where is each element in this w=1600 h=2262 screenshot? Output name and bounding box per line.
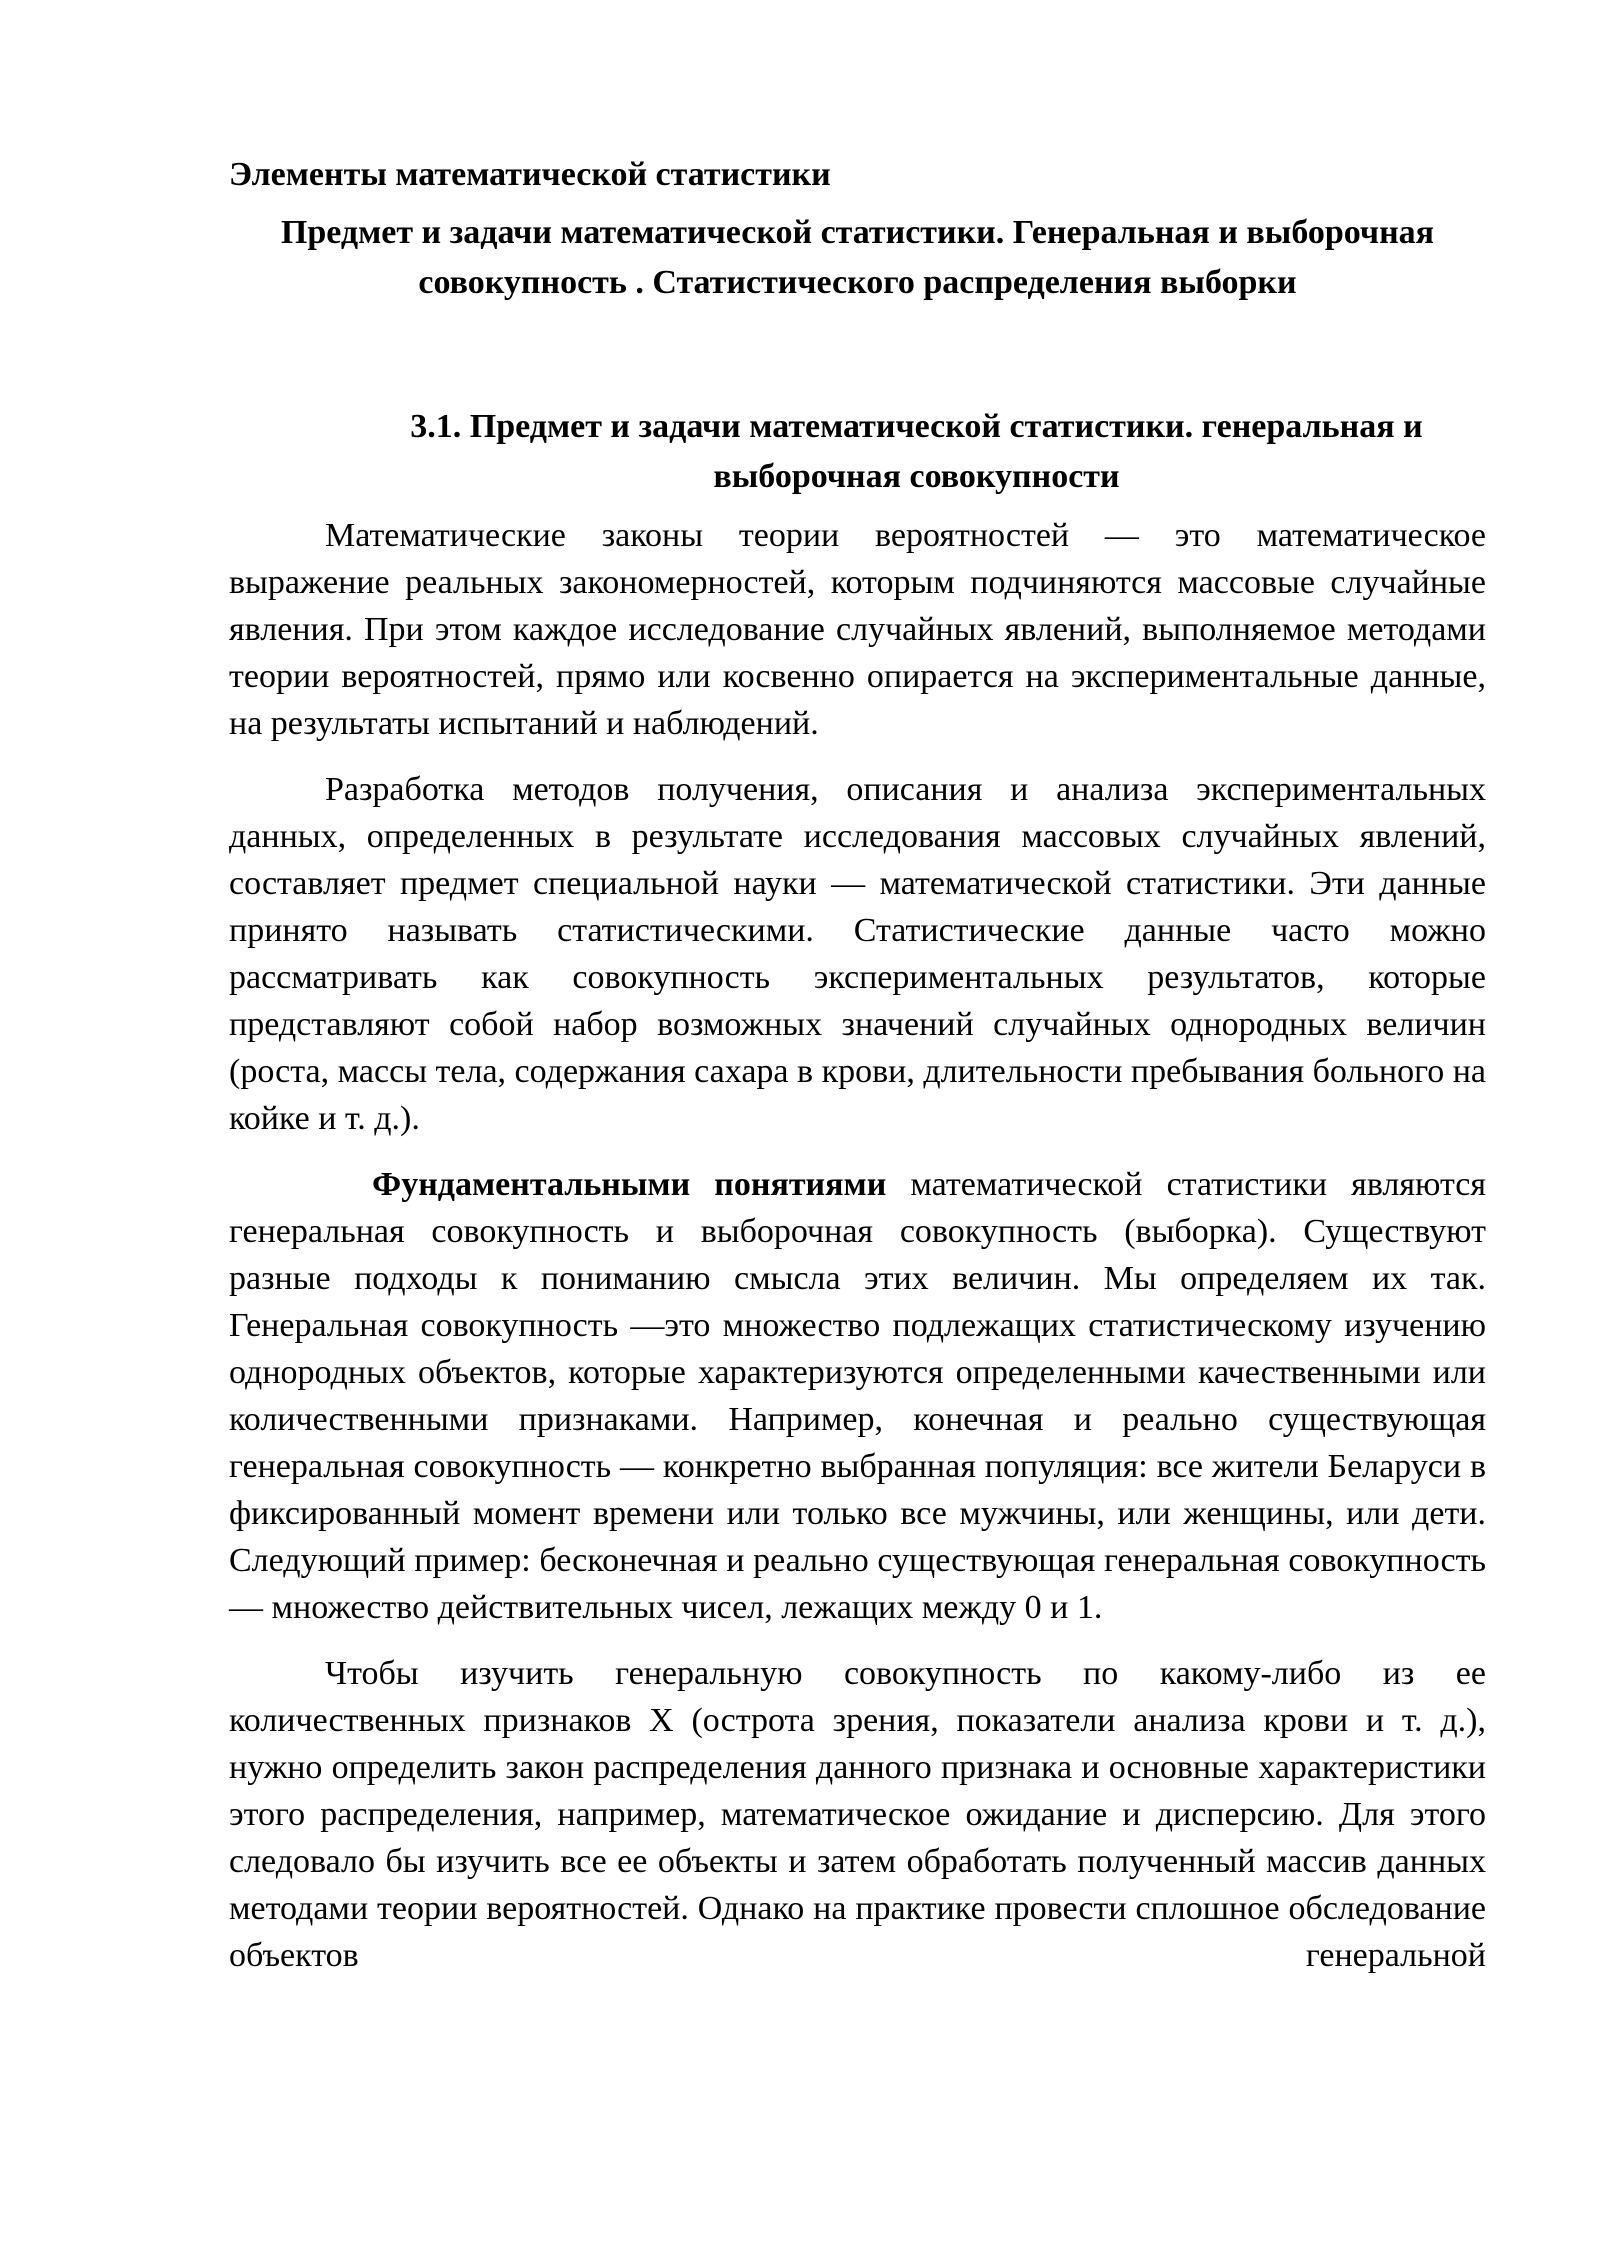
paragraph-probability-laws: Математические законы теории вероятностей — это математическое выражение реальных закономерностей, которым подчиняются массовые случайные явления. При этом каждое исследование случайных явлений, выполняемое методами теории вероятностей, прямо или косвенно опирается на экспериментальные данные, на результаты испытаний и наблюдений. (229, 517, 1486, 742)
document-page (229, 150, 1486, 1998)
section-title: 3.1. Предмет и задачи математической статистики. генеральная и выборочная совокупности (410, 408, 1423, 495)
fundamental-concepts-term: Фундаментальными понятиями (372, 1166, 887, 1203)
fundamental-concepts-text: математической статистики являются генеральная совокупность и выборочная совокупность (выборка). Существуют разные подходы к пониманию смысла этих величин. Мы определяем их так. Генеральная совокупность —это множество подлежащих статистическому изучению однородных объектов, которые характеризуются определенными качественными или количественными признаками. Например, конечная и реально существующая генеральная совокупность — конкретно выбранная популяция: все жители Беларуси в фиксированный момент времени или только все мужчины, или женщины, или дети. Следующий пример: бесконечная и реально существующая генеральная совокупность — множество действительных чисел, лежащих между 0 и 1. (229, 1166, 1486, 1626)
paragraph-fundamental-concepts (229, 1161, 1486, 1631)
document-heading: Элементы математической статистики (229, 156, 831, 193)
paragraph-statistics-subject: Разработка методов получения, описания и анализа экспериментальных данных, определенных в результате исследования массовых случайных явлений, составляет предмет специальной науки — математической статистики. Эти данные принято называть статистическими. Статистические данные часто можно рассматривать как совокупность экспериментальных результатов, которые представляют собой набор возможных значений случайных однородных величин (роста, массы тела, содержания сахара в крови, длительности пребывания больного на койке и т. д.). (229, 771, 1486, 1137)
document-title: Предмет и задачи математической статистики. Генеральная и выборочная совокупность . Статистического распределения выборки (280, 214, 1435, 301)
paragraph-general-population-study: Чтобы изучить генеральную совокупность по какому-либо из ее количественных признаков X (острота зрения, показатели анализа крови и т. д.), нужно определить закон распределения данного признака и основные характеристики этого распределения, например, математическое ожидание и дисперсию. Для этого следовало бы изучить все ее объекты и затем обработать полученный массив данных методами теории вероятностей. Однако на практике провести сплошное обследование объектов генеральной (229, 1655, 1486, 1974)
